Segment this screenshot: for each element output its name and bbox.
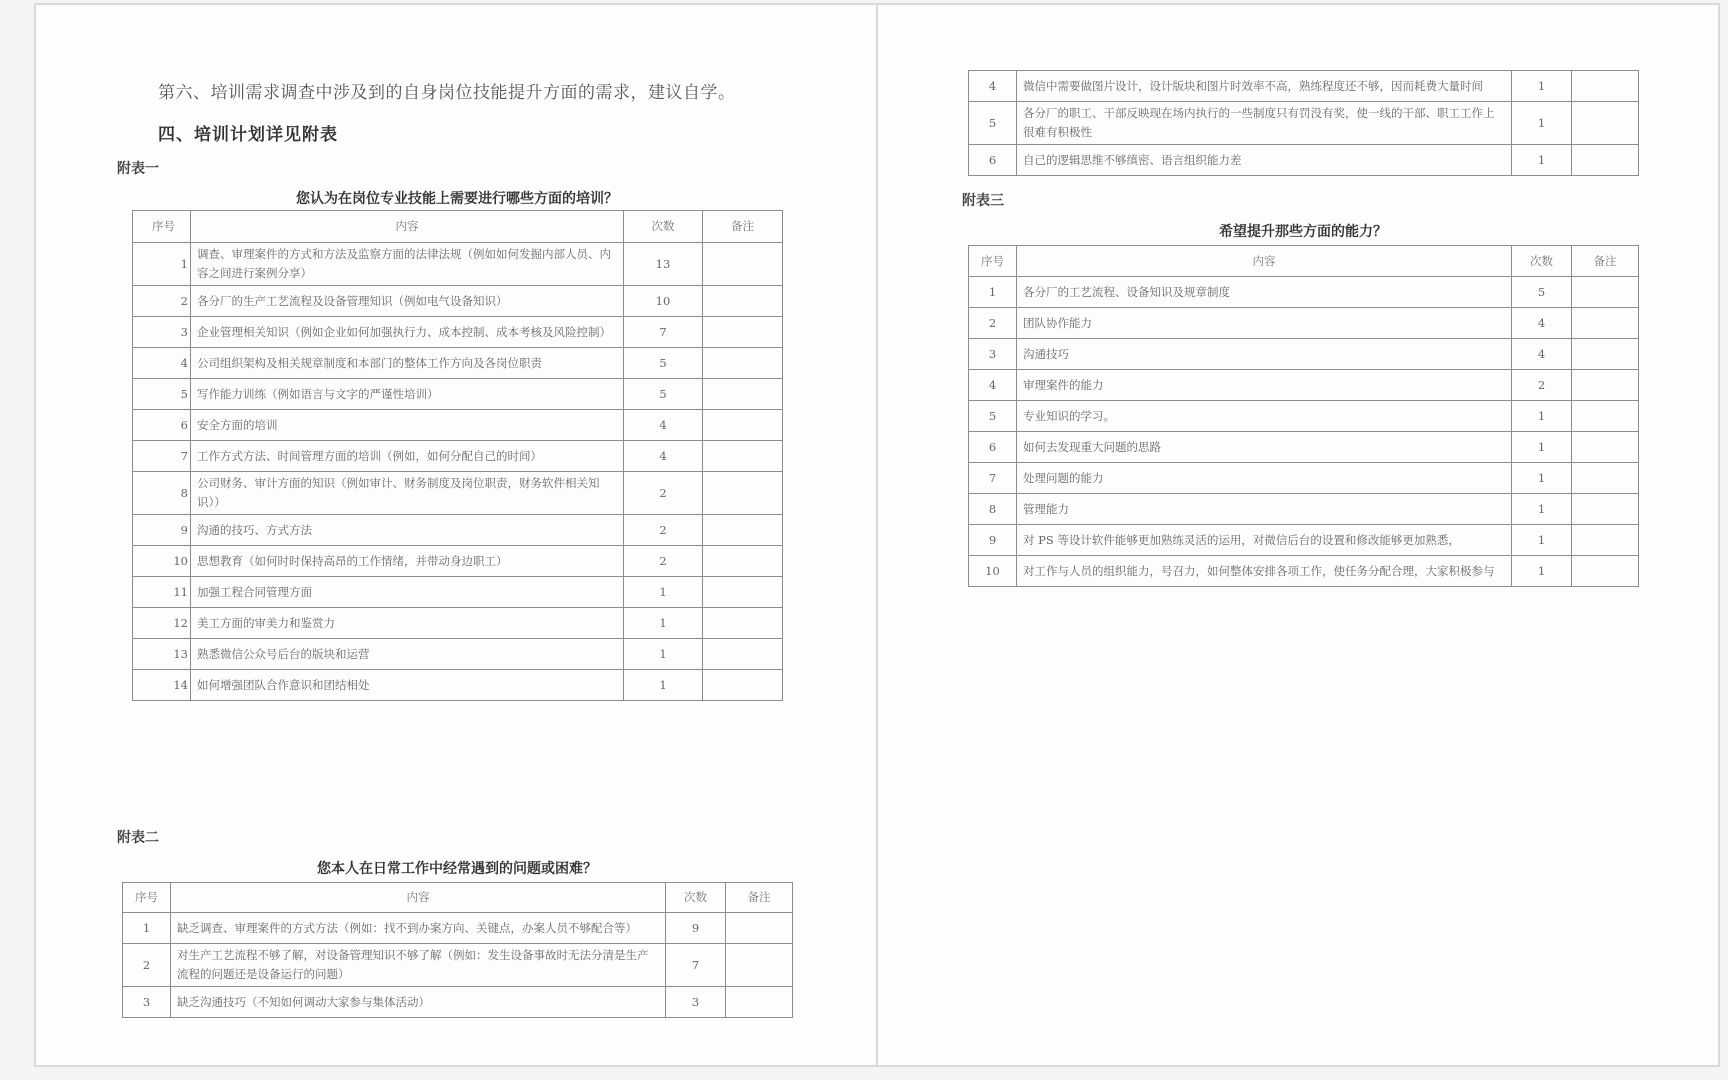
col-header-content: 内容 [171,883,666,913]
col-header-count: 次数 [624,211,703,243]
col-header-count: 次数 [1512,246,1572,277]
row-count: 1 [624,608,703,639]
row-note [703,286,783,317]
table-row [133,410,783,441]
row-note [703,670,783,701]
row-content: 沟通的技巧、方式方法 [191,515,624,546]
row-note [1572,71,1639,102]
row-content: 如何增强团队合作意识和团结相处 [191,670,624,701]
appendix2-continued-table [968,70,1639,176]
row-number: 3 [133,317,191,348]
table-row [969,308,1639,339]
row-note [1572,308,1639,339]
row-number: 12 [133,608,191,639]
paragraph-self-study: 第六、培训需求调查中涉及到的自身岗位技能提升方面的需求，建议自学。 [158,83,736,103]
row-count: 1 [1512,494,1572,525]
row-number: 6 [969,432,1017,463]
row-count: 4 [1512,339,1572,370]
row-number: 1 [133,243,191,286]
row-content: 熟悉微信公众号后台的版块和运营 [191,639,624,670]
table-row [969,401,1639,432]
row-note [703,410,783,441]
row-count: 13 [624,243,703,286]
col-header-content: 内容 [1017,246,1512,277]
row-note [1572,401,1639,432]
table-row [969,463,1639,494]
row-count: 7 [624,317,703,348]
row-content: 思想教育（如何时时保持高昂的工作情绪，并带动身边职工） [191,546,624,577]
row-note [1572,432,1639,463]
row-count: 9 [666,913,726,944]
table-row [133,441,783,472]
col-header-count: 次数 [666,883,726,913]
row-number: 14 [133,670,191,701]
row-content: 微信中需要做图片设计，设计版块和图片时效率不高，熟练程度还不够，因而耗费大量时间 [1017,71,1512,102]
row-content: 写作能力训练（例如语言与文字的严谨性培训） [191,379,624,410]
row-note [703,608,783,639]
table-row [133,317,783,348]
table-row [133,577,783,608]
row-number: 2 [123,944,171,987]
appendix2-label: 附表二 [117,830,159,846]
col-header-no: 序号 [123,883,171,913]
table-row [133,639,783,670]
table-row [969,432,1639,463]
row-note [726,913,793,944]
row-number: 2 [133,286,191,317]
col-header-note: 备注 [726,883,793,913]
appendix1-label: 附表一 [117,161,159,177]
row-number: 8 [133,472,191,515]
row-note [703,546,783,577]
row-note [703,348,783,379]
table-row [123,944,793,987]
row-note [1572,556,1639,587]
row-count: 5 [624,379,703,410]
row-number: 10 [969,556,1017,587]
row-content: 处理问题的能力 [1017,463,1512,494]
row-content: 各分厂的生产工艺流程及设备管理知识（例如电气设备知识） [191,286,624,317]
table-row [133,243,783,286]
table-row [123,913,793,944]
row-count: 1 [1512,401,1572,432]
row-content: 沟通技巧 [1017,339,1512,370]
row-content: 企业管理相关知识（例如企业如何加强执行力、成本控制、成本考核及风险控制） [191,317,624,348]
col-header-content: 内容 [191,211,624,243]
row-note [703,243,783,286]
table-row [969,145,1639,176]
row-count: 5 [1512,277,1572,308]
col-header-no: 序号 [133,211,191,243]
row-count: 1 [1512,145,1572,176]
row-content: 对 PS 等设计软件能够更加熟练灵活的运用，对微信后台的设置和修改能够更加熟悉， [1017,525,1512,556]
row-note [1572,339,1639,370]
table-row [969,102,1639,145]
row-count: 1 [1512,556,1572,587]
row-count: 2 [1512,370,1572,401]
row-content: 对工作与人员的组织能力，号召力，如何整体安排各项工作，使任务分配合理，大家积极参与 [1017,556,1512,587]
row-count: 10 [624,286,703,317]
row-note [1572,525,1639,556]
row-number: 10 [133,546,191,577]
row-content: 调查、审理案件的方式和方法及监察方面的法律法规（例如如何发掘内部人员、内容之间进行案例分享） [191,243,624,286]
row-count: 1 [1512,432,1572,463]
row-number: 9 [133,515,191,546]
table-row [969,494,1639,525]
row-count: 1 [1512,525,1572,556]
row-number: 13 [133,639,191,670]
row-number: 1 [123,913,171,944]
col-header-note: 备注 [1572,246,1639,277]
row-content: 自己的逻辑思维不够缜密、语言组织能力差 [1017,145,1512,176]
row-content: 团队协作能力 [1017,308,1512,339]
row-count: 1 [624,639,703,670]
row-number: 6 [969,145,1017,176]
row-content: 各分厂的工艺流程、设备知识及规章制度 [1017,277,1512,308]
row-content: 公司组织架构及相关规章制度和本部门的整体工作方向及各岗位职责 [191,348,624,379]
table-row [133,670,783,701]
row-number: 4 [969,370,1017,401]
row-note [1572,145,1639,176]
table-row [133,348,783,379]
table-row [969,525,1639,556]
row-number: 6 [133,410,191,441]
row-content: 审理案件的能力 [1017,370,1512,401]
col-header-note: 备注 [703,211,783,243]
row-count: 3 [666,987,726,1018]
table-row [133,472,783,515]
row-count: 1 [1512,102,1572,145]
row-content: 安全方面的培训 [191,410,624,441]
row-number: 5 [969,401,1017,432]
row-number: 3 [969,339,1017,370]
row-note [703,472,783,515]
row-count: 4 [1512,308,1572,339]
table-row [123,987,793,1018]
row-number: 9 [969,525,1017,556]
row-content: 工作方式方法、时间管理方面的培训（例如，如何分配自己的时间） [191,441,624,472]
table-row [969,370,1639,401]
row-count: 1 [1512,71,1572,102]
appendix3-caption: 希望提升那些方面的能力？ [1219,224,1387,240]
table-row [133,286,783,317]
col-header-no: 序号 [969,246,1017,277]
table-row [133,379,783,410]
row-content: 缺乏调查、审理案件的方式方法（例如：找不到办案方向、关键点，办案人员不够配合等） [171,913,666,944]
row-count: 2 [624,515,703,546]
appendix2-caption: 您本人在日常工作中经常遇到的问题或困难？ [317,861,597,877]
section-heading: 四、培训计划详见附表 [158,125,338,145]
row-number: 3 [123,987,171,1018]
row-count: 2 [624,546,703,577]
row-count: 1 [624,670,703,701]
row-note [703,639,783,670]
row-note [1572,463,1639,494]
row-number: 2 [969,308,1017,339]
row-note [703,441,783,472]
row-number: 8 [969,494,1017,525]
row-count: 5 [624,348,703,379]
table-row [133,546,783,577]
table-row [133,515,783,546]
row-count: 7 [666,944,726,987]
table-row [969,277,1639,308]
row-content: 缺乏沟通技巧（不知如何调动大家参与集体活动） [171,987,666,1018]
table-row [969,556,1639,587]
row-number: 5 [969,102,1017,145]
row-number: 7 [133,441,191,472]
row-content: 如何去发现重大问题的思路 [1017,432,1512,463]
row-count: 1 [624,577,703,608]
appendix1-table [132,210,783,701]
row-note [1572,370,1639,401]
row-content: 美工方面的审美力和鉴赏力 [191,608,624,639]
table-row [133,608,783,639]
row-number: 4 [133,348,191,379]
row-content: 专业知识的学习。 [1017,401,1512,432]
row-note [1572,494,1639,525]
row-note [726,944,793,987]
row-number: 4 [969,71,1017,102]
row-number: 7 [969,463,1017,494]
row-number: 5 [133,379,191,410]
row-note [1572,102,1639,145]
row-content: 公司财务、审计方面的知识（例如审计、财务制度及岗位职责，财务软件相关知识）） [191,472,624,515]
row-note [703,577,783,608]
row-count: 4 [624,410,703,441]
row-note [703,379,783,410]
row-count: 1 [1512,463,1572,494]
appendix3-label: 附表三 [962,193,1004,209]
row-content: 对生产工艺流程不够了解，对设备管理知识不够了解（例如：发生设备事故时无法分清是生产流程的问题还是设备运行的问题） [171,944,666,987]
table-row [969,71,1639,102]
row-number: 1 [969,277,1017,308]
row-note [726,987,793,1018]
appendix1-caption: 您认为在岗位专业技能上需要进行哪些方面的培训？ [296,191,618,207]
appendix3-table [968,245,1639,587]
row-number: 11 [133,577,191,608]
row-note [703,317,783,348]
row-count: 2 [624,472,703,515]
table-row [969,339,1639,370]
row-content: 各分厂的职工、干部反映现在场内执行的一些制度只有罚没有奖，使一线的干部、职工工作上很难有积极性 [1017,102,1512,145]
row-content: 加强工程合同管理方面 [191,577,624,608]
appendix2-table [122,882,793,1018]
row-count: 4 [624,441,703,472]
row-note [1572,277,1639,308]
row-content: 管理能力 [1017,494,1512,525]
row-note [703,515,783,546]
